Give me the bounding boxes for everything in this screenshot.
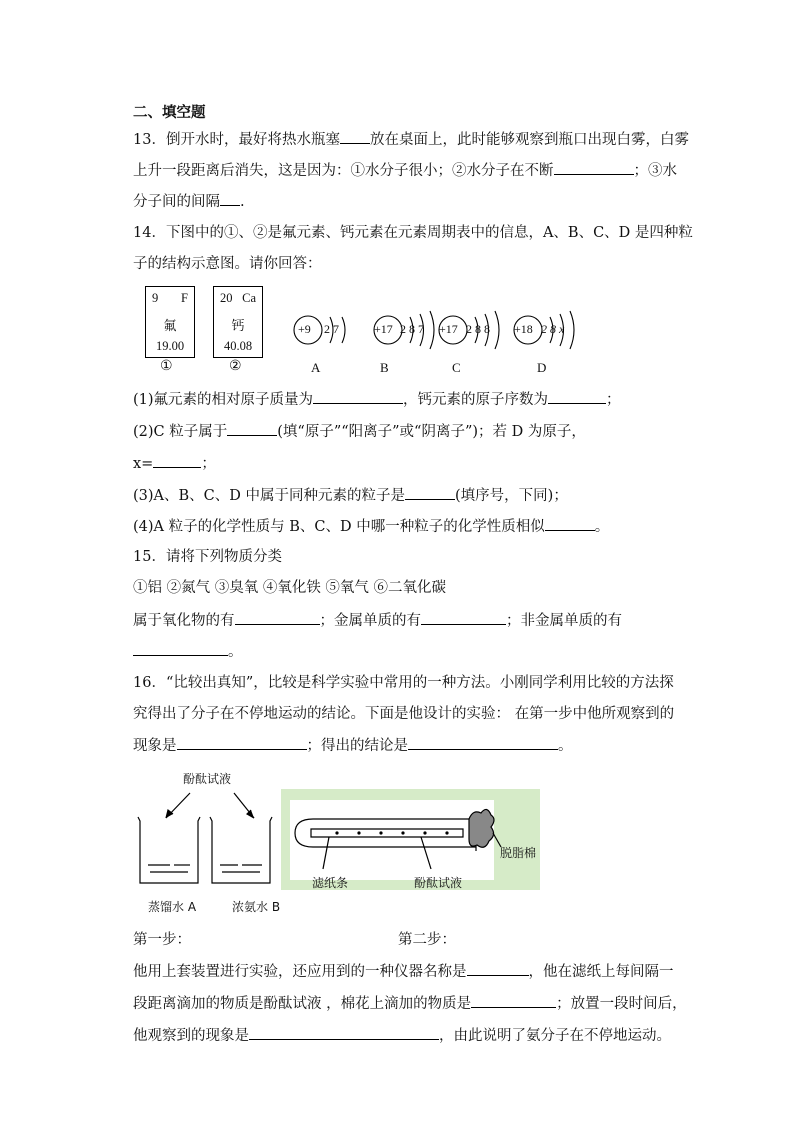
q13-line-3 (133, 191, 245, 212)
element-name: 钙 (231, 318, 245, 333)
beaker-a-label: 蒸馏水 A (148, 900, 197, 914)
q14-text: 。 (594, 519, 610, 535)
q15-line-1: 15．请将下列物质分类 (133, 549, 282, 565)
q16-line-7 (133, 1025, 671, 1046)
q16-text: ；得出的结论是 (306, 738, 408, 754)
answer-blank[interactable] (545, 516, 595, 531)
beakers-figure (130, 785, 280, 895)
fluorine-card (145, 286, 195, 358)
q16-text: ，他在滤纸上每间隔一 (528, 964, 674, 980)
q14-text: (2)C 粒子属于 (133, 424, 228, 440)
q13-text: 上升一段距离后消失，这是因为：①水分子很小；②水分子在不断 (133, 163, 554, 179)
q14-text: (填“原子”“阳离子”或“阴离子”)；若 D 为原子， (277, 424, 586, 440)
nucleus-a: +9 (298, 322, 311, 336)
answer-blank[interactable] (554, 160, 634, 175)
shells-a: 2 7 (324, 322, 339, 336)
q16-line-5 (133, 961, 674, 982)
q14-text: (填序号，下同)； (455, 488, 568, 504)
q14-text: ； (606, 392, 621, 408)
atomic-number: 20 (220, 291, 233, 305)
q14-line-1: 14．下图中的①、②是氟元素、钙元素在元素周期表中的信息，A、B、C、D 是四种粒 (133, 225, 693, 241)
label-b: B (380, 360, 389, 375)
card-tag-2: ② (229, 358, 242, 374)
q15-line-3 (133, 610, 622, 631)
q14-text: (1)氟元素的相对原子质量为 (133, 392, 314, 408)
q15-line-2: ①铝 ②氮气 ③臭氧 ④氧化铁 ⑤氧气 ⑥二氧化碳 (133, 580, 447, 596)
q14-text: ； (201, 456, 216, 472)
answer-blank[interactable] (220, 191, 240, 206)
q16-text: ，由此说明了氨分子在不停地运动。 (439, 1028, 671, 1044)
q15-text: ；金属单质的有 (319, 613, 421, 629)
element-symbol: Ca (242, 291, 256, 305)
q14-line-2: 子的结构示意图。请你回答： (133, 256, 322, 272)
q13-text: 13．倒开水时，最好将热水瓶塞 (133, 132, 340, 148)
q14-part-4 (133, 516, 609, 537)
label-c: C (452, 360, 461, 375)
q14-part-2 (133, 421, 586, 442)
answer-blank[interactable] (408, 735, 558, 750)
step-2-label: 第二步： (398, 932, 456, 948)
calcium-card (213, 286, 263, 358)
element-symbol: F (181, 291, 188, 305)
answer-blank[interactable] (471, 993, 556, 1008)
q16-line-2: 究得出了分子在不停地运动的结论。下面是他设计的实验： 在第一步中他所观察到的 (133, 706, 675, 722)
q16-line-6 (133, 993, 687, 1014)
beaker-b-label: 浓氨水 B (232, 900, 281, 914)
q14-text: x= (133, 456, 154, 472)
q16-text: 。 (558, 738, 573, 754)
answer-blank[interactable] (313, 389, 403, 404)
q16-text: 现象是 (133, 738, 177, 754)
q15-text: 。 (228, 644, 243, 660)
answer-blank[interactable] (133, 641, 228, 656)
shells-c: 2 8 8 (466, 322, 490, 336)
q14-text: ，钙元素的原子序数为 (403, 392, 549, 408)
q13-text: 分子间的间隔 (133, 194, 220, 210)
q14-part-3 (133, 485, 568, 506)
card-tag-1: ① (160, 358, 173, 374)
q16-line-1: 16．“比较出真知”，比较是科学实验中常用的一种方法。小刚同学利用比较的方法探 (133, 675, 674, 691)
q13-text: 放在桌面上，此时能够观察到瓶口出现白雾，白雾 (369, 132, 689, 148)
q13-line-2 (133, 160, 677, 181)
q13-text: ；③水 (633, 163, 677, 179)
atomic-mass: 19.00 (155, 339, 185, 353)
label-a: A (311, 360, 321, 375)
element-name: 氟 (163, 318, 177, 333)
answer-blank[interactable] (249, 1025, 439, 1040)
answer-blank[interactable] (153, 453, 201, 468)
filter-paper-label: 滤纸条 (312, 876, 349, 890)
answer-blank[interactable] (235, 610, 320, 625)
label-d: D (537, 360, 547, 375)
q15-text: ；非金属单质的有 (506, 613, 622, 629)
shells-b: 2 8 7 (400, 322, 424, 336)
cotton-label: 脱脂棉 (500, 846, 537, 860)
answer-blank[interactable] (548, 389, 606, 404)
step-1-label: 第一步： (133, 932, 191, 948)
answer-blank[interactable] (405, 485, 455, 500)
nucleus-d: +18 (514, 322, 533, 336)
q15-line-4 (133, 641, 243, 662)
q16-text: 他观察到的现象是 (133, 1028, 249, 1044)
answer-blank[interactable] (467, 961, 529, 976)
section-title: 二、填空题 (133, 105, 206, 121)
q16-text: 他用上套装置进行实验，还应用到的一种仪器名称是 (133, 964, 467, 980)
indicator-label-2: 酚酞试液 (414, 876, 463, 890)
atomic-number: 9 (152, 291, 159, 305)
nucleus-b: +17 (374, 322, 393, 336)
q16-text: ；放置一段时间后， (556, 996, 687, 1012)
q13-text: . (240, 194, 245, 210)
atomic-mass: 40.08 (223, 339, 253, 353)
q14-text: (3)A、B、C、D 中属于同种元素的粒子是 (133, 488, 405, 504)
atom-structure-diagrams (280, 300, 580, 380)
q15-text: 属于氧化物的有 (133, 613, 235, 629)
indicator-label: 酚酞试液 (183, 772, 232, 786)
q16-line-3 (133, 735, 573, 756)
nucleus-c: +17 (439, 322, 458, 336)
answer-blank[interactable] (421, 610, 506, 625)
answer-blank[interactable] (177, 735, 307, 750)
answer-blank[interactable] (227, 421, 277, 436)
q16-text: 段距离滴加的物质是酚酞试液 ，棉花上滴加的物质是 (133, 996, 472, 1012)
q14-part-2b (133, 453, 216, 474)
q14-text: (4)A 粒子的化学性质与 B、C、D 中哪一种粒子的化学性质相似 (133, 519, 545, 535)
shells-d: 2 8 x (541, 322, 565, 336)
q13-line-1 (133, 129, 689, 150)
q14-part-1 (133, 389, 621, 410)
answer-blank[interactable] (340, 129, 370, 144)
